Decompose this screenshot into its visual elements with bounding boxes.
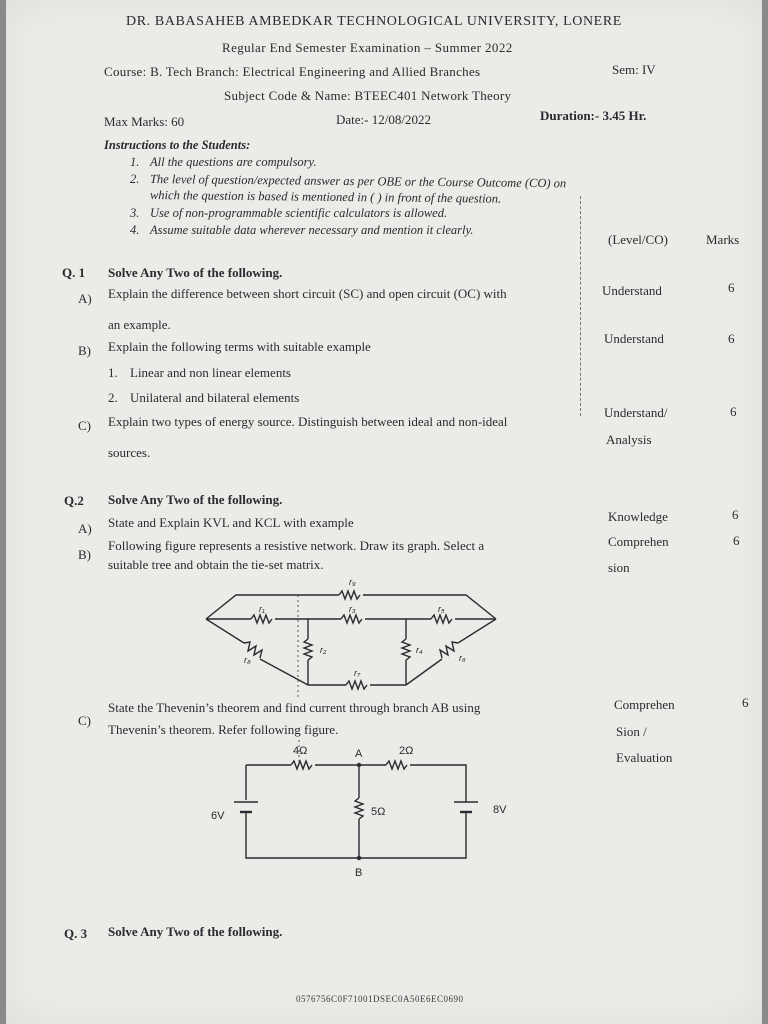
label-r4: r₄: [416, 645, 423, 655]
level-column-header: (Level/CO): [608, 232, 668, 247]
q1b-level: Understand: [604, 331, 664, 346]
q2c-level: Evaluation: [616, 750, 673, 765]
label-5-ohm: 5Ω: [371, 806, 386, 818]
q1-title: Solve Any Two of the following.: [108, 265, 283, 280]
column-divider: [580, 196, 581, 416]
instruction-text: which the question is based is mentioned in ( ) in front of the question.: [149, 188, 502, 206]
q2a-label: A): [78, 521, 92, 536]
q1b-sub-text: Linear and non linear elements: [130, 365, 291, 380]
q2a-text: State and Explain KVL and KCL with example: [108, 515, 354, 530]
q1a-text: Explain the difference between short circuit (SC) and open circuit (OC) with: [108, 286, 507, 301]
exam-paper: [6, 0, 762, 1024]
label-r8: r₈: [244, 655, 251, 665]
q1c-label: C): [78, 418, 91, 433]
q2c-text: State the Thevenin’s theorem and find current through branch AB using: [108, 700, 481, 715]
marks-column-header: Marks: [706, 232, 740, 247]
q1b-sub-text: Unilateral and bilateral elements: [130, 390, 300, 405]
instruction-num: 1.: [130, 155, 140, 169]
instruction-text: The level of question/expected answer as per OBE or the Course Outcome (CO) on: [149, 172, 567, 191]
instruction-text: Assume suitable data wherever necessary and mention it clearly.: [150, 223, 474, 237]
node-b-label: B: [355, 867, 363, 879]
footer-code: 0576756C0F71001DSEC0A50E6EC0690: [296, 994, 464, 1004]
max-marks: Max Marks: 60: [104, 114, 185, 129]
q2c-level: Comprehen: [614, 697, 675, 712]
label-r3: r₃: [349, 604, 356, 614]
node-a-label: A: [355, 748, 363, 760]
q1a-label: A): [78, 291, 92, 306]
label-4-ohm: 4Ω: [293, 745, 308, 757]
q1c-text: Explain two types of energy source. Distinguish between ideal and non-ideal: [108, 414, 508, 429]
instruction-text: Use of non-programmable scientific calculators is allowed.: [150, 206, 448, 220]
q2c-label: C): [78, 713, 91, 728]
q1b-sub-num: 2.: [108, 390, 118, 405]
q1a-level: Understand: [602, 283, 662, 298]
label-r7: r₇: [354, 668, 361, 678]
q1c-marks: 6: [730, 404, 737, 419]
q1c-level: Understand/: [604, 405, 668, 420]
label-6v: 6V: [211, 810, 225, 822]
q1c-level: Analysis: [606, 432, 652, 447]
q2b-marks: 6: [733, 533, 740, 548]
instruction-num: 4.: [130, 223, 140, 237]
resistive-network-figure: [196, 575, 506, 700]
q2b-text: Following figure represents a resistive network. Draw its graph. Select a: [108, 538, 485, 553]
q2c-text: Thevenin’s theorem. Refer following figure.: [108, 722, 339, 737]
university-name: DR. BABASAHEB AMBEDKAR TECHNOLOGICAL UNIVERSITY, LONERE: [126, 14, 622, 29]
semester: Sem: IV: [612, 62, 656, 77]
q2c-marks: 6: [742, 695, 749, 710]
subject-line: Subject Code & Name: BTEEC401 Network Theory: [224, 88, 512, 103]
q1b-label: B): [78, 343, 91, 358]
label-2-ohm: 2Ω: [399, 745, 414, 757]
exam-date: Date:- 12/08/2022: [336, 112, 431, 127]
instruction-num: 2.: [130, 172, 140, 186]
q2b-level: sion: [608, 560, 630, 575]
q1a-text: an example.: [108, 317, 171, 332]
q1c-text: sources.: [108, 445, 151, 460]
q1b-sub-num: 1.: [108, 365, 118, 380]
instructions-title: Instructions to the Students:: [104, 138, 251, 152]
thevenin-circuit-figure: [201, 740, 507, 880]
q3-title: Solve Any Two of the following.: [108, 924, 283, 939]
q2b-level: Comprehen: [608, 534, 669, 549]
q2a-marks: 6: [732, 507, 739, 522]
label-r6: r₆: [459, 653, 466, 663]
label-r9: r₉: [349, 577, 356, 587]
instruction-text: All the questions are compulsory.: [150, 155, 317, 169]
q2a-level: Knowledge: [608, 509, 668, 524]
q2-label: Q.2: [64, 493, 84, 508]
q1-label: Q. 1: [62, 265, 86, 280]
q2c-level: Sion /: [616, 724, 647, 739]
label-r5: r₅: [438, 604, 445, 614]
instruction-num: 3.: [130, 206, 140, 220]
q1b-marks: 6: [728, 331, 735, 346]
q3-label: Q. 3: [64, 926, 88, 941]
course-line: Course: B. Tech Branch: Electrical Engineering and Allied Branches: [104, 64, 481, 79]
q1b-text: Explain the following terms with suitable example: [108, 339, 371, 354]
label-8v: 8V: [493, 804, 507, 816]
q1a-marks: 6: [728, 280, 735, 295]
label-r2: r₂: [320, 645, 327, 655]
q2b-text: suitable tree and obtain the tie-set matrix.: [108, 557, 324, 572]
q2-title: Solve Any Two of the following.: [108, 492, 283, 507]
duration: Duration:- 3.45 Hr.: [540, 108, 647, 123]
label-r1: r₁: [259, 604, 265, 614]
q2b-label: B): [78, 547, 91, 562]
exam-title: Regular End Semester Examination – Summer 2022: [222, 40, 513, 55]
